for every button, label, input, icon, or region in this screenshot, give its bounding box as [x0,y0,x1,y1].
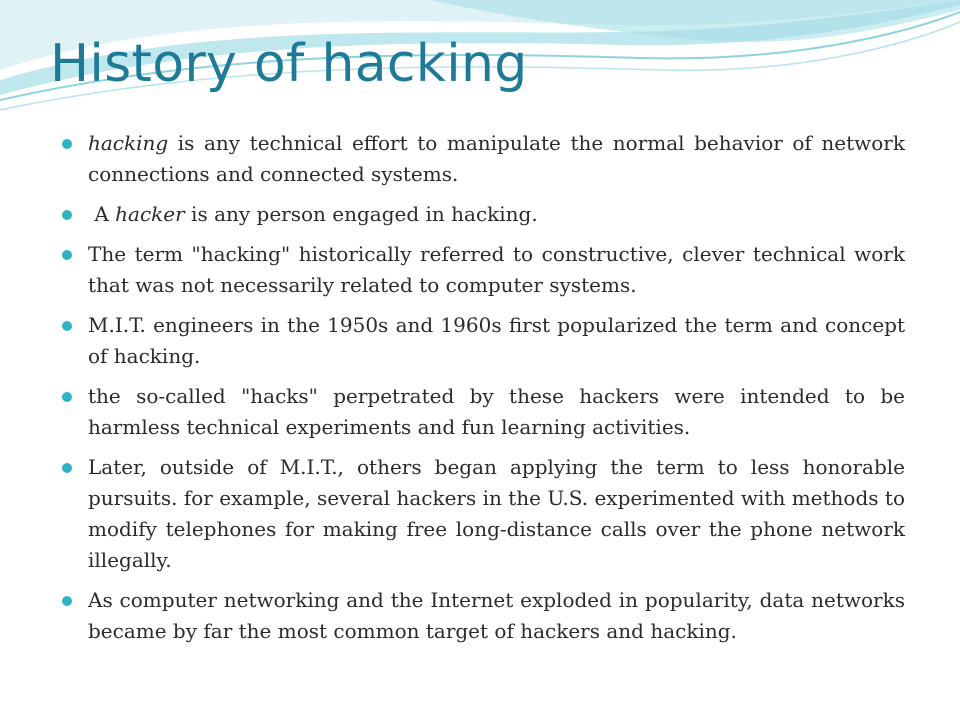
bullet-text: M.I.T. engineers in the 1950s and 1960s first popularized the term and concept of hacking. [88,313,905,368]
bullet-item [62,199,905,230]
bullet-text: is any technical effort to manipulate the normal behavior of network connections and connected systems. [88,131,905,186]
bullet-item [62,585,905,647]
bullet-item [62,310,905,372]
bullet-text: The term "hacking" historically referred to constructive, clever technical work that was not necessarily related to computer systems. [88,242,905,297]
bullet-dot-icon [62,210,72,220]
bullet-dot-icon [62,321,72,331]
slide-title: History of hacking [50,34,528,94]
bullet-text-pre: A [88,202,116,226]
bullet-text: the so-called "hacks" perpetrated by these hackers were intended to be harmless technical experiments and fun learning activities. [88,384,905,439]
bullet-item [62,381,905,443]
bullet-dot-icon [62,463,72,473]
bullet-text: Later, outside of M.I.T., others began applying the term to less honorable pursuits. for example, several hackers in the U.S. experimented with methods to modify telephones for making free long-distance calls over the phone network illegally. [88,455,905,572]
term-hacker: hacker [115,202,185,226]
bullet-dot-icon [62,250,72,260]
bullet-dot-icon [62,392,72,402]
bullet-dot-icon [62,596,72,606]
bullet-text: is any person engaged in hacking. [184,202,538,226]
bullet-item [62,452,905,576]
bullet-list [62,128,905,656]
term-hacking: hacking [88,131,169,155]
bullet-dot-icon [62,139,72,149]
bullet-item [62,239,905,301]
bullet-text: As computer networking and the Internet exploded in popularity, data networks became by far the most common target of hackers and hacking. [88,588,905,643]
bullet-item [62,128,905,190]
